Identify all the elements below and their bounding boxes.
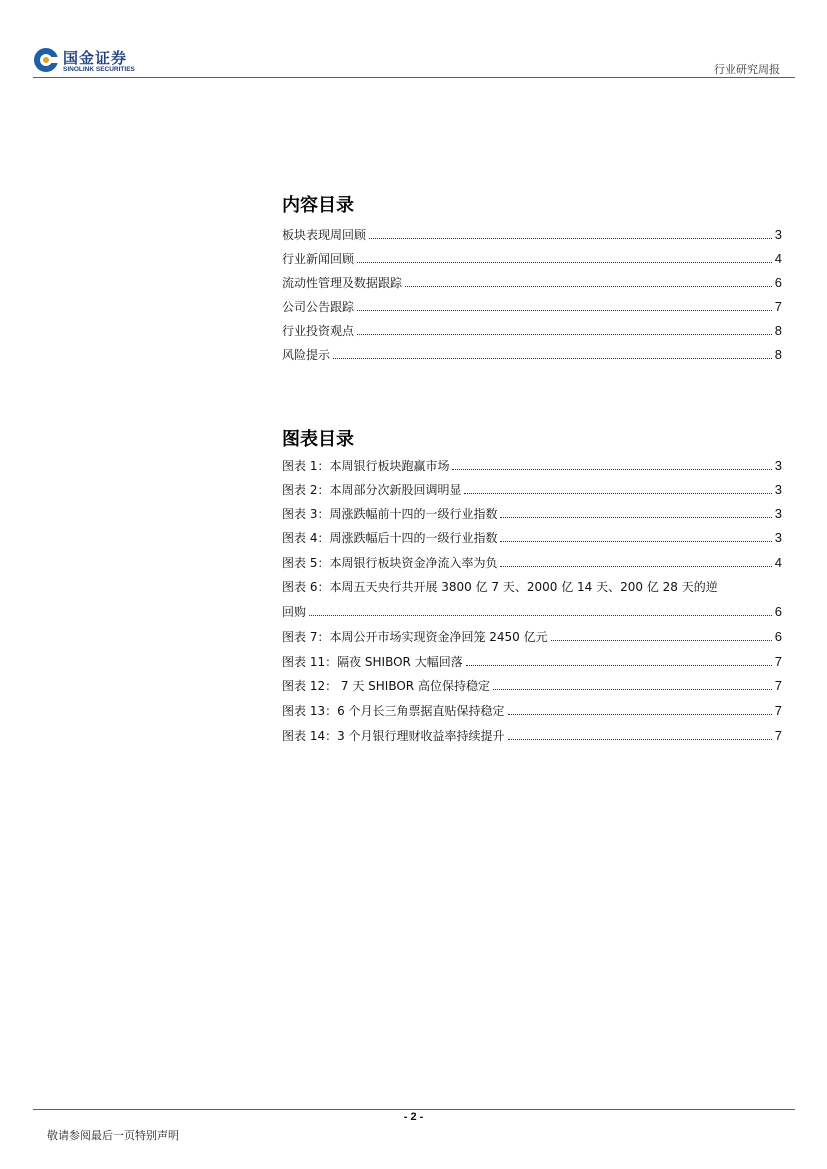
dot-leader <box>500 528 771 542</box>
toc-entry-title: 板块表现周回顾 <box>282 228 367 242</box>
toc-entry-page: 7 <box>774 299 782 314</box>
figure-entry-title: 图表 3：周涨跌幅前十四的一级行业指数 <box>282 507 498 521</box>
figure-entry-page: 7 <box>774 703 782 718</box>
figure-entry-title: 图表 2：本周部分次新股回调明显 <box>282 483 462 497</box>
dot-leader <box>405 273 772 287</box>
dot-leader <box>369 225 772 239</box>
figure-entry-page: 7 <box>774 678 782 693</box>
figure-entry-page: 6 <box>774 629 782 644</box>
dot-leader <box>357 249 772 263</box>
figure-entry[interactable] <box>282 553 782 573</box>
figure-entry[interactable] <box>282 456 782 476</box>
figure-entry[interactable] <box>282 726 782 746</box>
toc-entry[interactable] <box>282 273 782 293</box>
toc-entry-title: 公司公告跟踪 <box>282 300 355 314</box>
dot-leader <box>466 652 772 666</box>
toc-entry[interactable] <box>282 345 782 365</box>
figure-entry[interactable] <box>282 701 782 721</box>
figure-entry-title: 图表 1：本周银行板块跑赢市场 <box>282 459 450 473</box>
figure-entry-title: 图表 14：3 个月银行理财收益率持续提升 <box>282 729 505 743</box>
header-divider <box>33 77 795 78</box>
figure-entry-title: 图表 7：本周公开市场实现资金净回笼 2450 亿元 <box>282 630 548 644</box>
dot-leader <box>508 726 772 740</box>
logo-english-name: SINOLINK SECURITIES <box>63 66 135 73</box>
figure-entry-title: 图表 11：隔夜 SHIBOR 大幅回落 <box>282 655 463 669</box>
toc-entry[interactable] <box>282 297 782 317</box>
toc-entry-title: 风险提示 <box>282 348 331 362</box>
dot-leader <box>357 297 772 311</box>
figure-entry[interactable] <box>282 504 782 524</box>
figure-entry[interactable] <box>282 652 782 672</box>
figure-entry-title: 图表 12： 7 天 SHIBOR 高位保持稳定 <box>282 679 490 693</box>
figure-entry[interactable] <box>282 676 782 696</box>
dot-leader <box>464 480 771 494</box>
figure-entry-page: 3 <box>774 458 782 473</box>
contents-title: 内容目录 <box>282 195 354 216</box>
footer-divider <box>33 1109 795 1110</box>
figure-entry[interactable] <box>282 480 782 500</box>
toc-entry[interactable] <box>282 249 782 269</box>
figure-entry-title: 图表 13：6 个月长三角票据直贴保持稳定 <box>282 704 505 718</box>
figure-entry-page: 7 <box>774 654 782 669</box>
dot-leader <box>500 504 771 518</box>
figure-entry-page: 6 <box>774 604 782 619</box>
figure-entry[interactable] <box>282 528 782 548</box>
toc-entry-page: 4 <box>774 251 782 266</box>
dot-leader <box>309 602 772 616</box>
toc-entry[interactable] <box>282 225 782 245</box>
figures-title: 图表目录 <box>282 429 354 450</box>
dot-leader <box>500 553 771 567</box>
figure-entry[interactable] <box>282 602 782 622</box>
dot-leader <box>357 321 772 335</box>
figure-entry-page: 4 <box>774 555 782 570</box>
figure-entry-first-line[interactable]: 图表 6：本周五天央行共开展 3800 亿 7 天、2000 亿 14 天、200 亿 28 天的逆 <box>282 580 718 594</box>
dot-leader <box>333 345 772 359</box>
toc-entry-page: 8 <box>774 323 782 338</box>
figure-entry-title: 图表 4：周涨跌幅后十四的一级行业指数 <box>282 531 498 545</box>
toc-entry-title: 流动性管理及数据跟踪 <box>282 276 403 290</box>
sinolink-logo-icon <box>33 47 59 73</box>
toc-entry[interactable] <box>282 321 782 341</box>
dot-leader <box>452 456 771 470</box>
page-header <box>0 0 827 80</box>
figure-entry-page: 3 <box>774 506 782 521</box>
disclaimer-note: 敬请参阅最后一页特别声明 <box>47 1129 179 1142</box>
toc-entry-page: 6 <box>774 275 782 290</box>
dot-leader <box>508 701 772 715</box>
page-number: - 2 - <box>403 1111 424 1123</box>
dot-leader <box>551 627 772 641</box>
toc-entry-title: 行业新闻回顾 <box>282 252 355 266</box>
figure-entry[interactable] <box>282 627 782 647</box>
figure-entry-page: 3 <box>774 482 782 497</box>
report-type-label: 行业研究周报 <box>714 63 780 76</box>
logo-chinese-name: 国金证券 <box>63 49 128 67</box>
dot-leader <box>493 676 772 690</box>
toc-entry-page: 8 <box>774 347 782 362</box>
figure-entry-page: 3 <box>774 530 782 545</box>
figure-entry-page: 7 <box>774 728 782 743</box>
figure-entry-title: 图表 5：本周银行板块资金净流入率为负 <box>282 556 498 570</box>
figure-entry-title-continued: 回购 <box>282 605 307 619</box>
toc-entry-page: 3 <box>774 227 782 242</box>
toc-entry-title: 行业投资观点 <box>282 324 355 338</box>
